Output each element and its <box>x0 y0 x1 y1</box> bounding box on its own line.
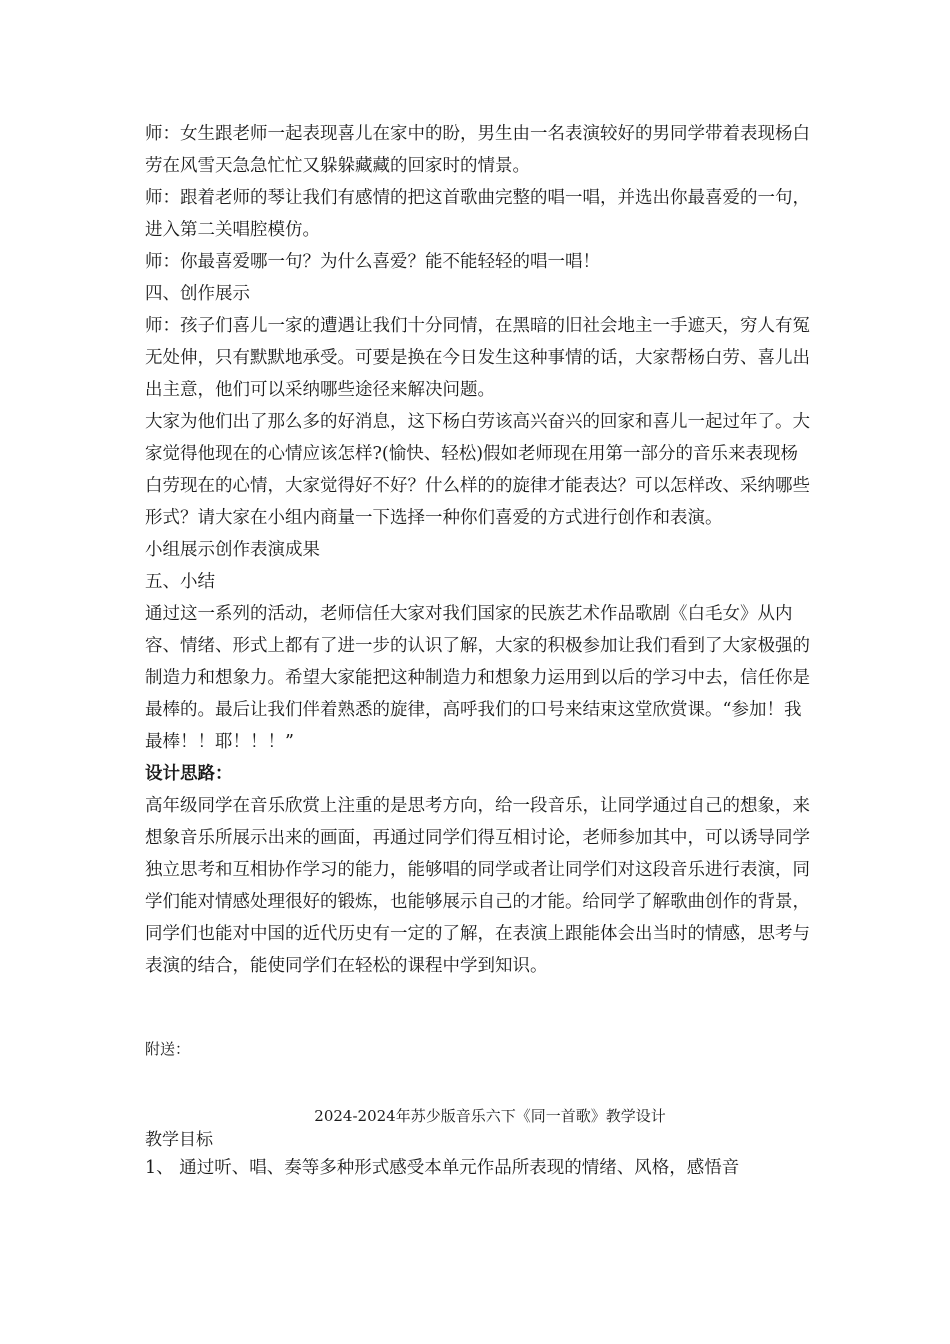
paragraph-1: 师：女生跟老师一起表现喜儿在家中的盼，男生由一名表演较好的男同学带着表现杨白劳在风雪天急急忙忙又躲躲藏藏的回家时的情景。 <box>145 124 810 176</box>
objective-1: 1、 通过听、唱、奏等多种形式感受本单元作品所表现的情绪、风格，感悟音 <box>145 1158 740 1178</box>
paragraph-6: 大家为他们出了那么多的好消息，这下杨白劳该高兴奋兴的回家和喜儿一起过年了。大家觉得他现在的心情应该怎样?(愉快、轻松)假如老师现在用第一部分的音乐来表现杨白劳现在的心情，大家觉得好不好？什么样的的旋律才能表达？可以怎样改、采纳哪些形式？请大家在小组内商量一下选择一种你们喜爱的方式进行创作和表演。 <box>145 412 810 528</box>
document-page <box>145 118 810 1184</box>
section-heading-creation: 四、创作展示 <box>145 284 250 304</box>
section-heading-summary: 五、小结 <box>145 572 215 592</box>
spacer <box>145 982 810 1022</box>
paragraph-9: 通过这一系列的活动，老师信任大家对我们国家的民族艺术作品歌剧《白毛女》从内容、情绪、形式上都有了进一步的认识了解，大家的积极参加让我们看到了大家极强的制造力和想象力。希望大家能把这种制造力和想象力运用到以后的学习中去，信任你是最棒的。最后让我们伴着熟悉的旋律，高呼我们的口号来结束这堂欣赏课。“参加！我最棒！！耶！！！” <box>145 604 810 752</box>
paragraph-3: 师：你最喜爱哪一句？为什么喜爱？能不能轻轻的唱一唱！ <box>145 252 600 272</box>
paragraph-7: 小组展示创作表演成果 <box>145 540 320 560</box>
design-text: 高年级同学在音乐欣赏上注重的是思考方向，给一段音乐，让同学通过自己的想象，来想象音乐所展示出来的画面，再通过同学们得互相讨论，老师参加其中，可以诱导同学独立思考和互相协作学习的能力，能够唱的同学或者让同学们对这段音乐进行表演，同学们能对情感处理很好的锻炼，也能够展示自己的才能。给同学了解歌曲创作的背景，同学们也能对中国的近代历史有一定的了解，在表演上跟能体会出当时的情感，思考与表演的结合，能使同学们在轻松的课程中学到知识。 <box>145 796 810 976</box>
section-title: 教学目标 <box>145 1130 213 1150</box>
appendix-title: 2024-2024年苏少版音乐六下《同一首歌》教学设计 <box>314 1107 666 1125</box>
design-heading: 设计思路： <box>145 764 233 784</box>
appendix-label: 附送： <box>145 1040 191 1058</box>
spacer-2 <box>145 1076 810 1104</box>
paragraph-2: 师：跟着老师的琴让我们有感情的把这首歌曲完整的唱一唱，并选出你最喜爱的一句，进入第二关唱腔模仿。 <box>145 188 810 240</box>
paragraph-5: 师：孩子们喜儿一家的遭遇让我们十分同情，在黑暗的旧社会地主一手遮天，穷人有冤无处伸，只有默默地承受。可要是换在今日发生这种事情的话，大家帮杨白劳、喜儿出出主意，他们可以采纳哪些途径来解决问题。 <box>145 316 810 400</box>
